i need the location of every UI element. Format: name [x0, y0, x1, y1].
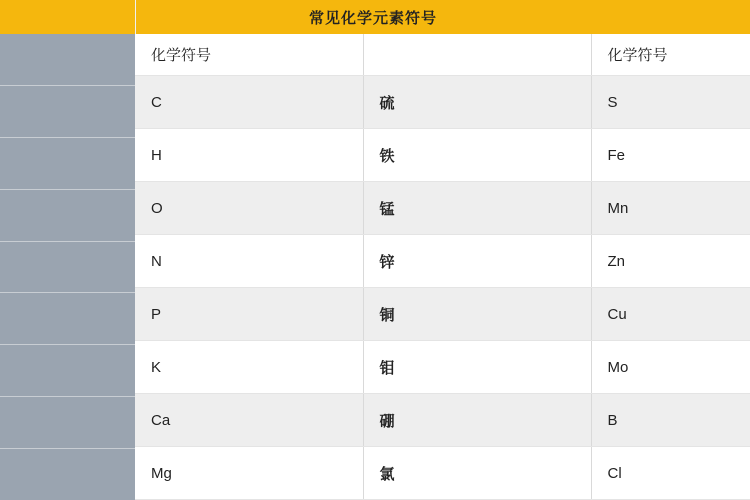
table-row [135, 394, 750, 447]
table-row [135, 182, 750, 235]
cell-symbol-right: B [591, 394, 750, 447]
table-head [135, 34, 750, 76]
table-row [135, 235, 750, 288]
table-body [135, 76, 750, 500]
left-rail [0, 34, 135, 500]
page-title: 常见化学元素符号 [308, 9, 437, 27]
cell-symbol-right: Zn [591, 235, 750, 288]
cell-symbol-right: Mn [591, 182, 750, 235]
cell-symbol-right: Fe [591, 129, 750, 182]
rail-cell [0, 34, 135, 86]
column-header-symbol-left: 化学符号 [135, 34, 363, 76]
cell-symbol-right: Mo [591, 341, 750, 394]
cell-element-name: 铜 [363, 288, 591, 341]
column-header-name [363, 34, 591, 76]
table-row [135, 288, 750, 341]
header-band [0, 0, 750, 34]
elements-table-wrap [135, 34, 750, 500]
rail-cell [0, 345, 135, 397]
header-left-gap [0, 0, 136, 34]
table-row [135, 447, 750, 500]
rail-cell [0, 293, 135, 345]
rail-cell [0, 86, 135, 138]
cell-element-name: 氯 [363, 447, 591, 500]
cell-symbol-right: Cu [591, 288, 750, 341]
cell-symbol-left: Mg [135, 447, 363, 500]
cell-element-name: 钼 [363, 341, 591, 394]
table-row [135, 76, 750, 129]
cell-element-name: 硫 [363, 76, 591, 129]
cell-symbol-left: Ca [135, 394, 363, 447]
cell-element-name: 锌 [363, 235, 591, 288]
rail-cell [0, 449, 135, 500]
rail-cell [0, 190, 135, 242]
table-header-row [135, 34, 750, 76]
rail-cell [0, 242, 135, 294]
cell-symbol-right: Cl [591, 447, 750, 500]
elements-table [135, 34, 750, 500]
table-row [135, 341, 750, 394]
cell-symbol-left: C [135, 76, 363, 129]
cell-symbol-right: S [591, 76, 750, 129]
table-row [135, 129, 750, 182]
cell-symbol-left: O [135, 182, 363, 235]
cell-element-name: 锰 [363, 182, 591, 235]
column-header-symbol-right: 化学符号 [591, 34, 750, 76]
cell-element-name: 硼 [363, 394, 591, 447]
cell-symbol-left: H [135, 129, 363, 182]
rail-cell [0, 397, 135, 449]
rail-cell [0, 138, 135, 190]
cell-symbol-left: P [135, 288, 363, 341]
table-body-area [0, 34, 750, 500]
cell-symbol-left: N [135, 235, 363, 288]
cell-element-name: 铁 [363, 129, 591, 182]
cell-symbol-left: K [135, 341, 363, 394]
